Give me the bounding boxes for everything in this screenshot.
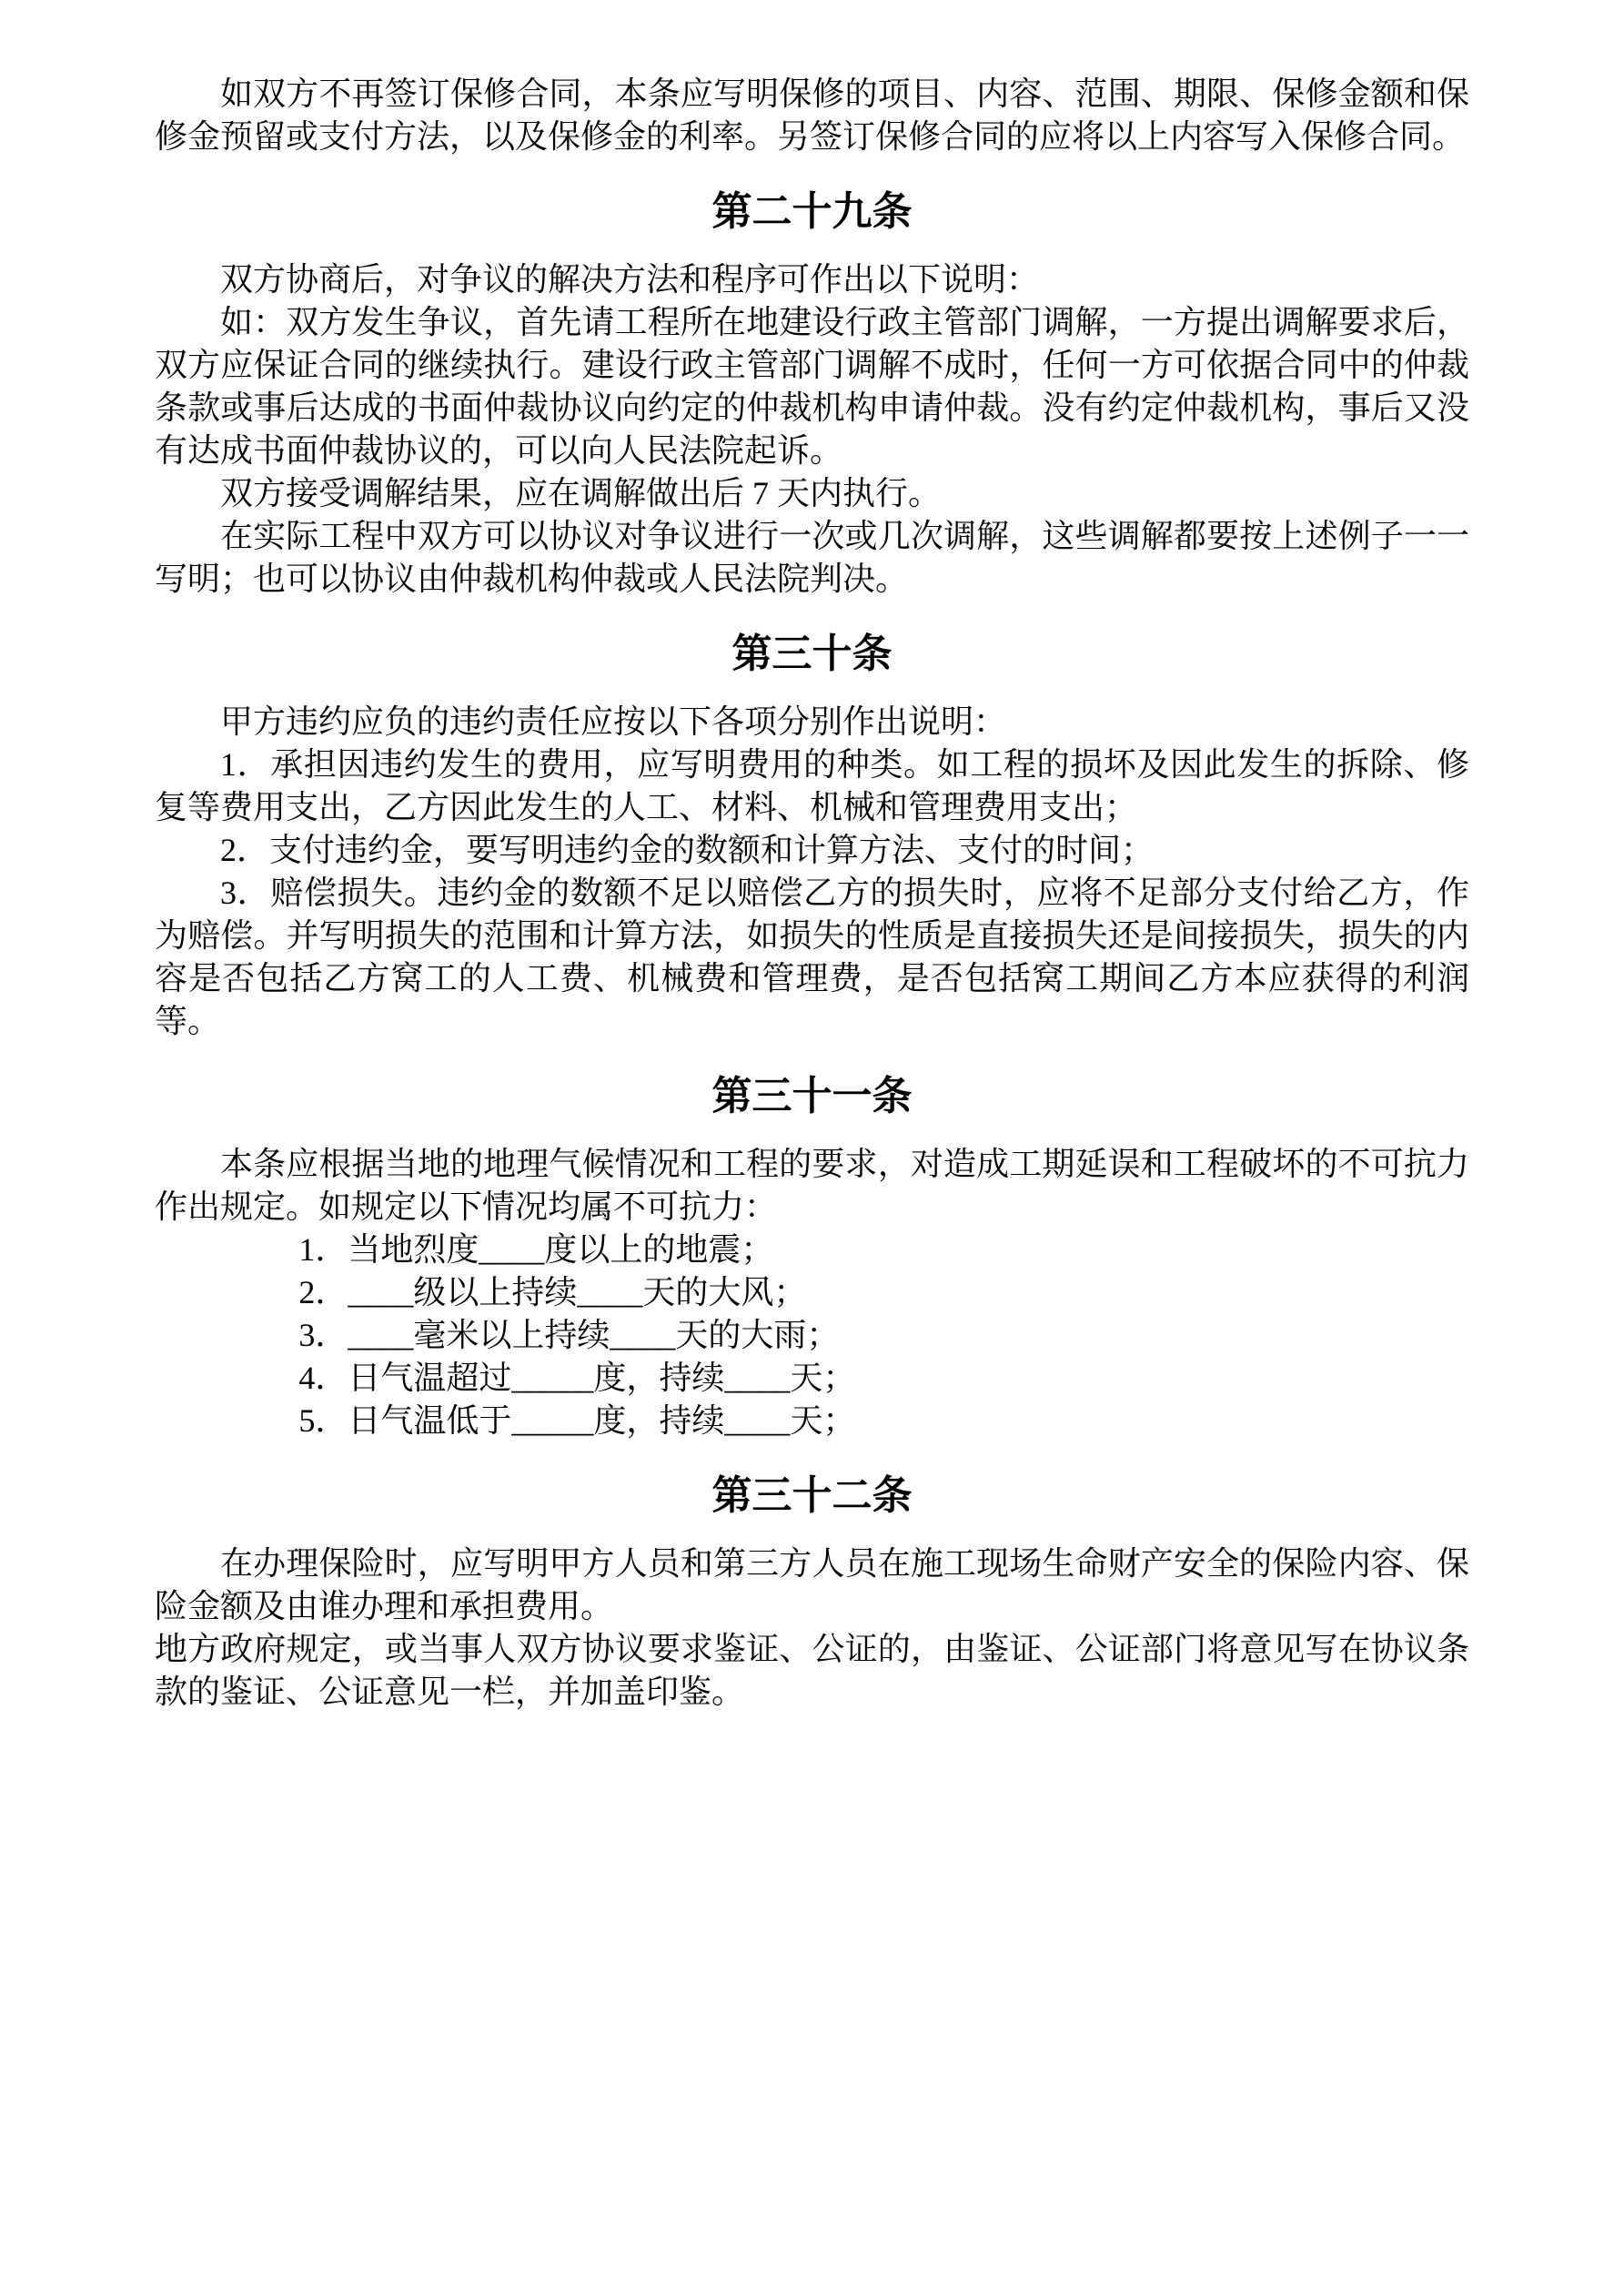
list-item-force-majeure-2: 2．____级以上持续____天的大风； — [298, 1274, 807, 1310]
paragraph-dispute-example: 如：双方发生争议，首先请工程所在地建设行政主管部门调解，一方提出调解要求后，双方应保证合同的继续执行。建设行政主管部门调解不成时，任何一方可依据合同中的仲裁条款或事后达成的书面仲裁协议向约定的仲裁机构申请仲裁。没有约定仲裁机构，事后又没有达成书面仲裁协议的，可以向人民法院起诉。 — [155, 304, 1469, 469]
list-item-force-majeure-1: 1．当地烈度____度以上的地震； — [298, 1231, 774, 1268]
list-item-force-majeure-5: 5．日气温低于_____度，持续____天； — [298, 1402, 856, 1439]
list-item-force-majeure-4: 4．日气温超过_____度，持续____天； — [298, 1360, 856, 1396]
paragraph-breach-intro: 甲方违约应负的违约责任应按以下各项分别作出说明： — [220, 703, 1007, 740]
paragraph-warranty-note: 如双方不再签订保修合同，本条应写明保修的项目、内容、范围、期限、保修金额和保修金预留或支付方法，以及保修金的利率。另签订保修合同的应将以上内容写入保修合同。 — [155, 76, 1469, 155]
paragraph-mediation-note: 在实际工程中双方可以协议对争议进行一次或几次调解，这些调解都要按上述例子一一写明；也可以协议由仲裁机构仲裁或人民法院判决。 — [155, 518, 1469, 597]
heading-article-31: 第三十一条 — [711, 1074, 913, 1118]
paragraph-insurance: 在办理保险时，应写明甲方人员和第三方人员在施工现场生命财产安全的保险内容、保险金额及由谁办理和承担费用。 — [155, 1545, 1469, 1624]
list-item-breach-3: 3．赔偿损失。违约金的数额不足以赔偿乙方的损失时，应将不足部分支付给乙方，作为赔偿。并写明损失的范围和计算方法，如损失的性质是直接损失还是间接损失，损失的内容是否包括乙方窝工的人工费、机械费和管理费，是否包括窝工期间乙方本应获得的利润等。 — [155, 875, 1469, 1039]
heading-article-32: 第三十二条 — [711, 1473, 913, 1518]
paragraph-dispute-intro: 双方协商后，对争议的解决方法和程序可作出以下说明： — [220, 261, 1040, 298]
heading-article-29: 第二十九条 — [711, 189, 913, 234]
list-item-force-majeure-3: 3．____毫米以上持续____天的大雨； — [298, 1317, 840, 1353]
list-item-breach-2: 2．支付违约金，要写明违约金的数额和计算方法、支付的时间； — [220, 832, 1155, 868]
paragraph-mediation-execution: 双方接受调解结果，应在调解做出后 7 天内执行。 — [220, 475, 942, 511]
heading-article-30: 第三十条 — [731, 632, 893, 676]
list-item-breach-1: 1．承担因违约发生的费用，应写明费用的种类。如工程的损坏及因此发生的拆除、修复等费用支出，乙方因此发生的人工、材料、机械和管理费用支出； — [155, 746, 1469, 825]
paragraph-force-majeure-intro: 本条应根据当地的地理气候情况和工程的要求，对造成工期延误和工程破坏的不可抗力作出规定。如规定以下情况均属不可抗力： — [155, 1146, 1469, 1225]
paragraph-notarization: 地方政府规定，或当事人双方协议要求鉴证、公证的，由鉴证、公证部门将意见写在协议条款的鉴证、公证意见一栏，并加盖印鉴。 — [155, 1631, 1469, 1710]
